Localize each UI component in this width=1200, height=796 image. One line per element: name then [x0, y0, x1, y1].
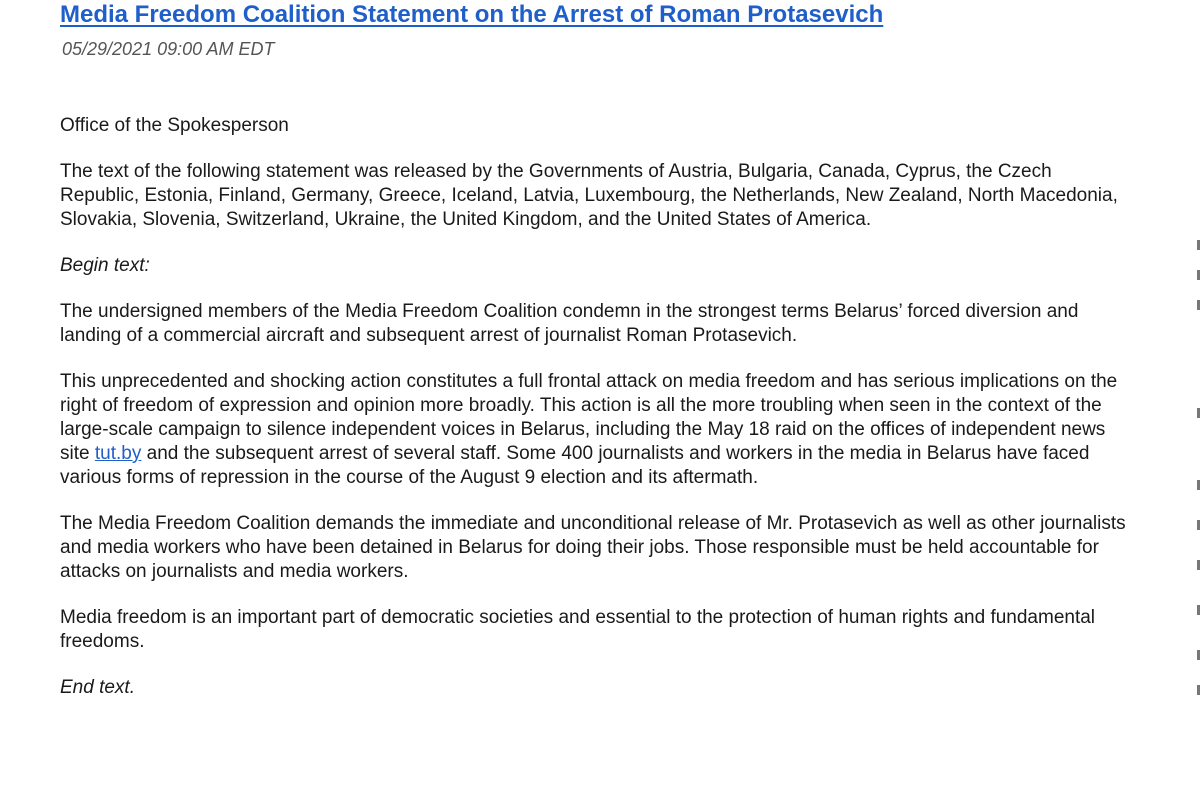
- article-body: [60, 114, 1135, 722]
- paragraph-attack: [60, 370, 1135, 490]
- paragraph-media-freedom: Media freedom is an important part of democratic societies and essential to the protection of human rights and fundamental freedoms.: [60, 607, 1096, 652]
- office-line: Office of the Spokesperson: [60, 115, 289, 136]
- paragraph-demands: The Media Freedom Coalition demands the immediate and unconditional release of Mr. Protasevich as well as other journalists and media workers who have been detained in Belarus for doing their jobs. Those responsible must be held accountable for attacks on journalists and media workers.: [60, 513, 1126, 582]
- tut-by-link[interactable]: tut.by: [94, 443, 142, 464]
- begin-text-marker: Begin text:: [60, 255, 150, 276]
- intro-paragraph: The text of the following statement was released by the Governments of Austria, Bulgaria, Canada, Cyprus, the Czech Republic, Estonia, Finland, Germany, Greece, Iceland, Latvia, Luxembourg, the Netherlands, New Zealand, North Macedonia, Slovakia, Slovenia, Switzerland, Ukraine, the United Kingdom, and the United States of America.: [60, 161, 1118, 230]
- article-title-link[interactable]: Media Freedom Coalition Statement on the Arrest of Roman Protasevich: [60, 1, 884, 28]
- paragraph-condemnation: The undersigned members of the Media Freedom Coalition condemn in the strongest terms Belarus’ forced diversion and landing of a commercial aircraft and subsequent arrest of journalist Roman Protasevich.: [60, 301, 1079, 346]
- window-edge-artifacts: [1194, 230, 1200, 710]
- end-text-marker: End text.: [60, 677, 135, 698]
- article-timestamp: 05/29/2021 09:00 AM EDT: [62, 39, 275, 59]
- paragraph-attack-text-before: This unprecedented and shocking action constitutes a full frontal attack on media freedom and has serious implications on the right of freedom of expression and opinion more broadly. This action is all the more troubling when seen in the context of the large-scale campaign to silence independent voices in Belarus, including the May 18 raid on the offices of independent news site: [60, 371, 1118, 464]
- paragraph-attack-text-after: and the subsequent arrest of several staff. Some 400 journalists and workers in the media in Belarus have faced various forms of repression in the course of the August 9 election and its aftermath.: [60, 443, 1090, 488]
